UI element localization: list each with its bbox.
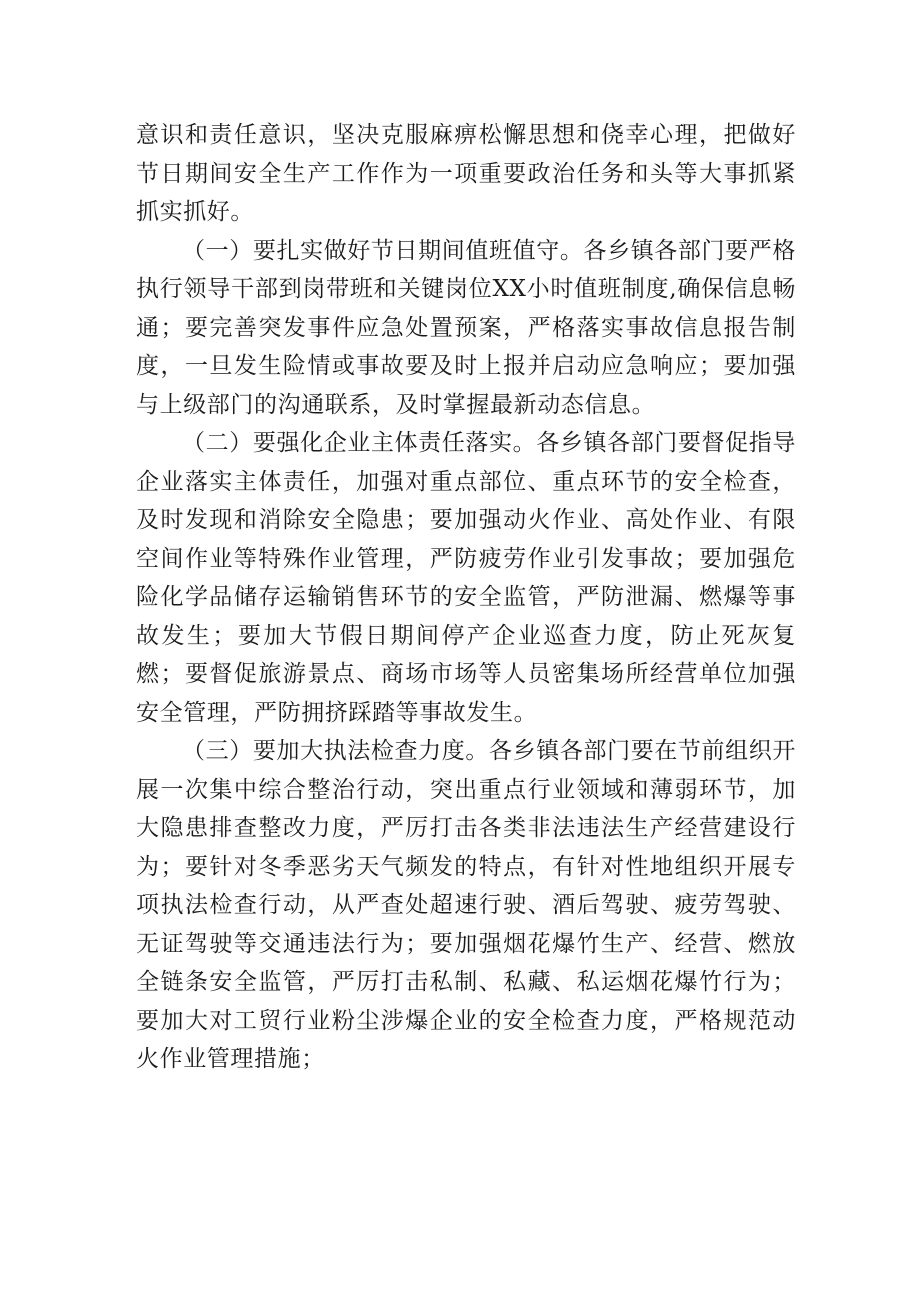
paragraph-duty-watch: （一）要扎实做好节日期间值班值守。各乡镇各部门要严格执行领导干部到岗带班和关键岗位XX小时值班制度,确保信息畅通；要完善突发事件应急处置预案，严格落实事故信息报告制度，一旦发生险情或事故要及时上报并启动应急响应；要加强与上级部门的沟通联系，及时掌握最新动态信息。	[136, 237, 796, 418]
document-body	[136, 116, 796, 1079]
paragraph-law-enforcement: （三）要加大执法检查力度。各乡镇各部门要在节前组织开展一次集中综合整治行动，突出重点行业领域和薄弱环节，加大隐患排查整改力度，严厉打击各类非法违法生产经营建设行为；要针对冬季恶劣天气频发的特点，有针对性地组织开展专项执法检查行动，从严查处超速行驶、酒后驾驶、疲劳驾驶、无证驾驶等交通违法行为；要加强烟花爆竹生产、经营、燃放全链条安全监管，严厉打击私制、私藏、私运烟花爆竹行为；要加大对工贸行业粉尘涉爆企业的安全检查力度，严格规范动火作业管理措施；	[136, 738, 796, 1072]
paragraph-continuation: 意识和责任意识，坚决克服麻痹松懈思想和侥幸心理，把做好节日期间安全生产工作作为一项重要政治任务和头等大事抓紧抓实抓好。	[136, 122, 796, 225]
paragraph-enterprise-responsibility: （二）要强化企业主体责任落实。各乡镇各部门要督促指导企业落实主体责任，加强对重点部位、重点环节的安全检查，及时发现和消除安全隐患；要加强动火作业、高处作业、有限空间作业等特殊作业管理，严防疲劳作业引发事故；要加强危险化学品储存运输销售环节的安全监管，严防泄漏、燃爆等事故发生；要加大节假日期间停产企业巡查力度，防止死灰复燃；要督促旅游景点、商场市场等人员密集场所经营单位加强安全管理，严防拥挤踩踏等事故发生。	[136, 430, 796, 726]
